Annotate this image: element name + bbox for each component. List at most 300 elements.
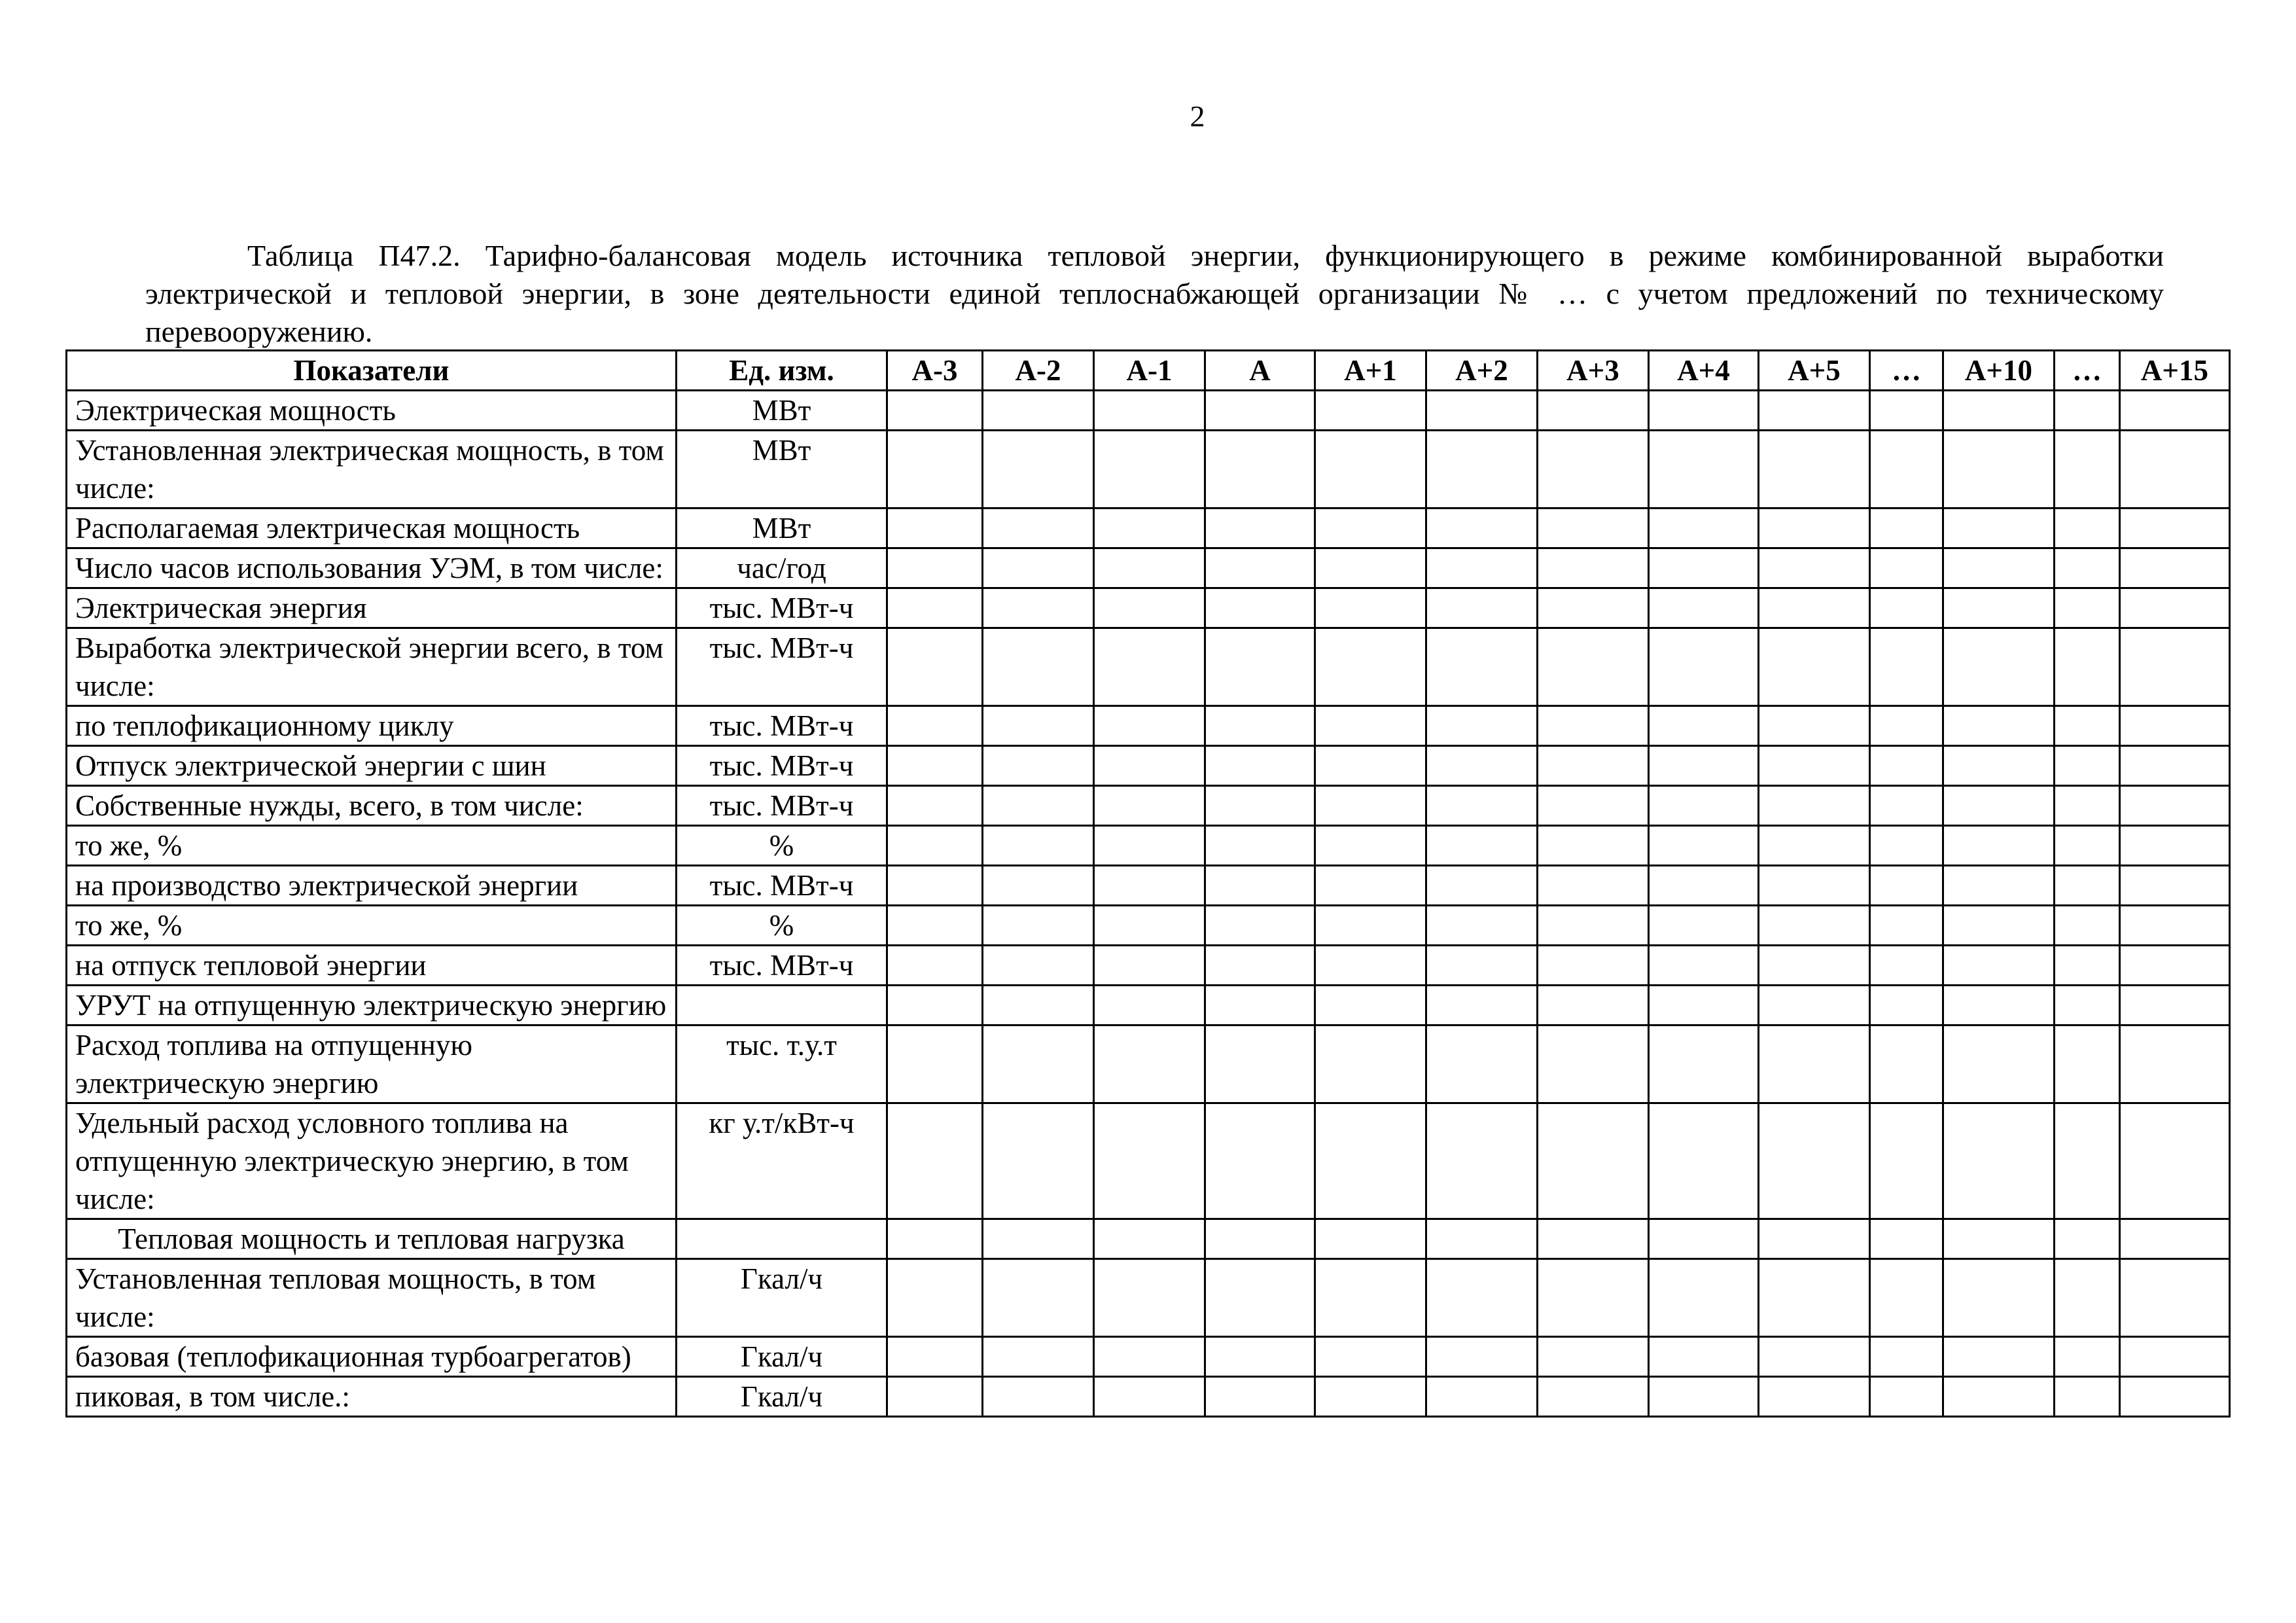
value-cell xyxy=(2055,946,2120,986)
table-header-row xyxy=(67,351,2230,391)
header-year: А+3 xyxy=(1538,351,1649,391)
value-cell xyxy=(2055,508,2120,548)
value-cell xyxy=(1426,1026,1538,1103)
value-cell xyxy=(1759,1377,1870,1417)
value-cell xyxy=(983,508,1094,548)
value-cell xyxy=(1538,588,1649,628)
value-cell xyxy=(1759,1337,1870,1377)
table-row xyxy=(67,826,2230,866)
value-cell xyxy=(2055,1337,2120,1377)
value-cell xyxy=(1315,1026,1426,1103)
value-cell xyxy=(1649,866,1759,906)
table-row xyxy=(67,391,2230,431)
row-unit: кг у.т/кВт-ч xyxy=(677,1103,887,1219)
row-unit: тыс. МВт-ч xyxy=(677,786,887,826)
row-unit xyxy=(677,986,887,1026)
row-indicator: Установленная электрическая мощность, в том числе: xyxy=(67,431,677,508)
value-cell xyxy=(1094,1259,1205,1337)
value-cell xyxy=(2055,1219,2120,1259)
table-row xyxy=(67,986,2230,1026)
value-cell xyxy=(2055,866,2120,906)
header-unit: Ед. изм. xyxy=(677,351,887,391)
value-cell xyxy=(2055,906,2120,946)
value-cell xyxy=(1205,431,1315,508)
value-cell xyxy=(1870,548,1943,588)
value-cell xyxy=(1205,628,1315,706)
value-cell xyxy=(1426,391,1538,431)
value-cell xyxy=(887,706,983,746)
value-cell xyxy=(1870,508,1943,548)
value-cell xyxy=(1315,548,1426,588)
value-cell xyxy=(1870,706,1943,746)
value-cell xyxy=(887,1219,983,1259)
value-cell xyxy=(2055,1026,2120,1103)
value-cell xyxy=(1205,508,1315,548)
row-unit: Гкал/ч xyxy=(677,1337,887,1377)
row-indicator: на производство электрической энергии xyxy=(67,866,677,906)
value-cell xyxy=(983,786,1094,826)
value-cell xyxy=(1870,588,1943,628)
header-year: А+15 xyxy=(2120,351,2230,391)
header-year: А-2 xyxy=(983,351,1094,391)
value-cell xyxy=(1870,1377,1943,1417)
table-row xyxy=(67,946,2230,986)
value-cell xyxy=(2120,786,2230,826)
value-cell xyxy=(1759,706,1870,746)
row-indicator: Электрическая энергия xyxy=(67,588,677,628)
tariff-balance-table-container xyxy=(65,349,2231,1418)
header-indicator: Показатели xyxy=(67,351,677,391)
value-cell xyxy=(1538,866,1649,906)
value-cell xyxy=(1759,1103,1870,1219)
value-cell xyxy=(887,1377,983,1417)
value-cell xyxy=(1943,826,2055,866)
row-indicator: то же, % xyxy=(67,906,677,946)
value-cell xyxy=(2120,906,2230,946)
value-cell xyxy=(1649,1377,1759,1417)
value-cell xyxy=(1870,1103,1943,1219)
value-cell xyxy=(2120,946,2230,986)
value-cell xyxy=(1649,1026,1759,1103)
header-year: А+2 xyxy=(1426,351,1538,391)
value-cell xyxy=(1759,786,1870,826)
value-cell xyxy=(1315,391,1426,431)
row-indicator: Установленная тепловая мощность, в том числе: xyxy=(67,1259,677,1337)
value-cell xyxy=(1538,906,1649,946)
page-number: 2 xyxy=(1190,99,1205,133)
value-cell xyxy=(1205,906,1315,946)
value-cell xyxy=(2120,1026,2230,1103)
row-indicator: Расход топлива на отпущенную электрическую энергию xyxy=(67,1026,677,1103)
value-cell xyxy=(887,588,983,628)
value-cell xyxy=(1094,1026,1205,1103)
row-unit: % xyxy=(677,906,887,946)
value-cell xyxy=(1205,1337,1315,1377)
value-cell xyxy=(983,906,1094,946)
value-cell xyxy=(1759,628,1870,706)
value-cell xyxy=(1870,1219,1943,1259)
value-cell xyxy=(2120,706,2230,746)
value-cell xyxy=(2055,391,2120,431)
value-cell xyxy=(887,628,983,706)
header-year-ellipsis: … xyxy=(1870,351,1943,391)
table-row xyxy=(67,906,2230,946)
value-cell xyxy=(983,1219,1094,1259)
value-cell xyxy=(1538,1103,1649,1219)
row-unit: МВт xyxy=(677,508,887,548)
value-cell xyxy=(1943,1026,2055,1103)
value-cell xyxy=(1315,1219,1426,1259)
value-cell xyxy=(2120,826,2230,866)
value-cell xyxy=(1315,706,1426,746)
value-cell xyxy=(1315,826,1426,866)
value-cell xyxy=(1094,1103,1205,1219)
value-cell xyxy=(1759,1219,1870,1259)
row-unit: тыс. МВт-ч xyxy=(677,588,887,628)
value-cell xyxy=(1094,786,1205,826)
value-cell xyxy=(1870,906,1943,946)
value-cell xyxy=(1538,706,1649,746)
value-cell xyxy=(1538,548,1649,588)
value-cell xyxy=(1315,986,1426,1026)
value-cell xyxy=(1649,786,1759,826)
value-cell xyxy=(1205,391,1315,431)
header-year-ellipsis: … xyxy=(2055,351,2120,391)
table-row xyxy=(67,706,2230,746)
value-cell xyxy=(1094,986,1205,1026)
value-cell xyxy=(2120,1259,2230,1337)
value-cell xyxy=(2055,746,2120,786)
value-cell xyxy=(1426,1259,1538,1337)
row-indicator: пиковая, в том числе.: xyxy=(67,1377,677,1417)
value-cell xyxy=(1315,906,1426,946)
row-unit xyxy=(677,1219,887,1259)
value-cell xyxy=(983,866,1094,906)
table-row xyxy=(67,746,2230,786)
value-cell xyxy=(1205,866,1315,906)
value-cell xyxy=(887,946,983,986)
value-cell xyxy=(1315,1377,1426,1417)
row-indicator: то же, % xyxy=(67,826,677,866)
value-cell xyxy=(887,1026,983,1103)
value-cell xyxy=(1094,946,1205,986)
value-cell xyxy=(1649,1219,1759,1259)
value-cell xyxy=(2055,1259,2120,1337)
table-row xyxy=(67,1026,2230,1103)
row-indicator: Выработка электрической энергии всего, в том числе: xyxy=(67,628,677,706)
value-cell xyxy=(2120,391,2230,431)
row-indicator: по теплофикационному циклу xyxy=(67,706,677,746)
value-cell xyxy=(2120,866,2230,906)
table-row xyxy=(67,1259,2230,1337)
value-cell xyxy=(1649,946,1759,986)
value-cell xyxy=(1870,431,1943,508)
value-cell xyxy=(1094,1337,1205,1377)
row-unit: МВт xyxy=(677,431,887,508)
table-row xyxy=(67,1103,2230,1219)
row-indicator: на отпуск тепловой энергии xyxy=(67,946,677,986)
value-cell xyxy=(1870,866,1943,906)
value-cell xyxy=(1538,1026,1649,1103)
row-unit: Гкал/ч xyxy=(677,1377,887,1417)
value-cell xyxy=(1943,946,2055,986)
value-cell xyxy=(1426,746,1538,786)
value-cell xyxy=(1943,1337,2055,1377)
value-cell xyxy=(983,1337,1094,1377)
value-cell xyxy=(1943,786,2055,826)
value-cell xyxy=(1205,986,1315,1026)
value-cell xyxy=(983,628,1094,706)
value-cell xyxy=(1094,1377,1205,1417)
value-cell xyxy=(1538,946,1649,986)
table-caption: Таблица П47.2. Тарифно-балансовая модель источника тепловой энергии, функционирующего в режиме комбинированной выработки электрической и тепловой энергии, в зоне деятельности единой теплоснабжающей организации № … с учетом предложений по техническому перевооружению. xyxy=(145,239,2164,348)
value-cell xyxy=(1943,706,2055,746)
value-cell xyxy=(1649,906,1759,946)
value-cell xyxy=(1538,628,1649,706)
value-cell xyxy=(2055,588,2120,628)
tariff-balance-table xyxy=(65,349,2231,1418)
value-cell xyxy=(983,391,1094,431)
value-cell xyxy=(1426,1219,1538,1259)
value-cell xyxy=(1315,431,1426,508)
header-year: А+10 xyxy=(1943,351,2055,391)
table-body xyxy=(67,391,2230,1417)
value-cell xyxy=(1759,986,1870,1026)
value-cell xyxy=(983,706,1094,746)
value-cell xyxy=(1538,1377,1649,1417)
value-cell xyxy=(2055,431,2120,508)
value-cell xyxy=(2120,508,2230,548)
value-cell xyxy=(887,548,983,588)
header-year: А xyxy=(1205,351,1315,391)
value-cell xyxy=(887,826,983,866)
value-cell xyxy=(1943,548,2055,588)
value-cell xyxy=(1870,1026,1943,1103)
value-cell xyxy=(1759,431,1870,508)
value-cell xyxy=(983,588,1094,628)
value-cell xyxy=(2120,1377,2230,1417)
value-cell xyxy=(1870,786,1943,826)
value-cell xyxy=(2120,548,2230,588)
value-cell xyxy=(1426,706,1538,746)
value-cell xyxy=(1870,391,1943,431)
value-cell xyxy=(1759,391,1870,431)
value-cell xyxy=(2055,1103,2120,1219)
value-cell xyxy=(1094,746,1205,786)
table-row xyxy=(67,431,2230,508)
value-cell xyxy=(1094,866,1205,906)
value-cell xyxy=(983,1377,1094,1417)
value-cell xyxy=(1426,946,1538,986)
value-cell xyxy=(1759,746,1870,786)
value-cell xyxy=(1943,906,2055,946)
value-cell xyxy=(1205,1103,1315,1219)
row-indicator: Число часов использования УЭМ, в том числе: xyxy=(67,548,677,588)
row-unit: тыс. т.у.т xyxy=(677,1026,887,1103)
header-year: А+5 xyxy=(1759,351,1870,391)
value-cell xyxy=(1943,431,2055,508)
value-cell xyxy=(887,1337,983,1377)
value-cell xyxy=(887,1259,983,1337)
value-cell xyxy=(1094,1219,1205,1259)
value-cell xyxy=(1759,866,1870,906)
value-cell xyxy=(1870,826,1943,866)
value-cell xyxy=(1205,826,1315,866)
value-cell xyxy=(1538,786,1649,826)
value-cell xyxy=(887,786,983,826)
value-cell xyxy=(1759,508,1870,548)
value-cell xyxy=(1538,746,1649,786)
header-year: А-3 xyxy=(887,351,983,391)
row-indicator: Удельный расход условного топлива на отпущенную электрическую энергию, в том числе: xyxy=(67,1103,677,1219)
row-indicator: Располагаемая электрическая мощность xyxy=(67,508,677,548)
table-row xyxy=(67,866,2230,906)
value-cell xyxy=(983,548,1094,588)
value-cell xyxy=(1426,826,1538,866)
value-cell xyxy=(1426,548,1538,588)
value-cell xyxy=(887,1103,983,1219)
row-unit: тыс. МВт-ч xyxy=(677,866,887,906)
value-cell xyxy=(887,866,983,906)
value-cell xyxy=(1943,1103,2055,1219)
value-cell xyxy=(1426,1103,1538,1219)
value-cell xyxy=(1943,1377,2055,1417)
value-cell xyxy=(2120,588,2230,628)
row-indicator: Электрическая мощность xyxy=(67,391,677,431)
value-cell xyxy=(2120,986,2230,1026)
header-year: А+4 xyxy=(1649,351,1759,391)
value-cell xyxy=(1426,786,1538,826)
value-cell xyxy=(1315,1259,1426,1337)
row-indicator: базовая (теплофикационная турбоагрегатов) xyxy=(67,1337,677,1377)
value-cell xyxy=(983,1103,1094,1219)
value-cell xyxy=(1426,986,1538,1026)
value-cell xyxy=(1943,866,2055,906)
value-cell xyxy=(1094,706,1205,746)
value-cell xyxy=(1538,1259,1649,1337)
value-cell xyxy=(1315,786,1426,826)
value-cell xyxy=(1538,986,1649,1026)
value-cell xyxy=(2120,431,2230,508)
value-cell xyxy=(1870,746,1943,786)
table-row xyxy=(67,548,2230,588)
value-cell xyxy=(1426,508,1538,548)
table-row xyxy=(67,1219,2230,1259)
value-cell xyxy=(2055,1377,2120,1417)
value-cell xyxy=(1094,548,1205,588)
value-cell xyxy=(887,986,983,1026)
value-cell xyxy=(1649,548,1759,588)
value-cell xyxy=(1315,746,1426,786)
value-cell xyxy=(1943,986,2055,1026)
table-row xyxy=(67,508,2230,548)
value-cell xyxy=(1315,1337,1426,1377)
value-cell xyxy=(1943,1219,2055,1259)
value-cell xyxy=(1205,1377,1315,1417)
value-cell xyxy=(1094,391,1205,431)
row-indicator: Отпуск электрической энергии с шин xyxy=(67,746,677,786)
row-unit: тыс. МВт-ч xyxy=(677,746,887,786)
value-cell xyxy=(1426,628,1538,706)
header-year: А-1 xyxy=(1094,351,1205,391)
row-unit: тыс. МВт-ч xyxy=(677,946,887,986)
row-unit: тыс. МВт-ч xyxy=(677,628,887,706)
value-cell xyxy=(1205,746,1315,786)
value-cell xyxy=(2055,548,2120,588)
value-cell xyxy=(1870,986,1943,1026)
value-cell xyxy=(1205,588,1315,628)
row-indicator: Тепловая мощность и тепловая нагрузка xyxy=(67,1219,677,1259)
value-cell xyxy=(1649,1103,1759,1219)
value-cell xyxy=(1315,866,1426,906)
value-cell xyxy=(2120,1103,2230,1219)
value-cell xyxy=(1426,588,1538,628)
value-cell xyxy=(1870,1337,1943,1377)
value-cell xyxy=(1315,1103,1426,1219)
value-cell xyxy=(983,431,1094,508)
value-cell xyxy=(1943,508,2055,548)
value-cell xyxy=(887,746,983,786)
row-unit: % xyxy=(677,826,887,866)
value-cell xyxy=(1315,946,1426,986)
value-cell xyxy=(1759,906,1870,946)
value-cell xyxy=(1426,1337,1538,1377)
row-unit: час/год xyxy=(677,548,887,588)
value-cell xyxy=(1943,1259,2055,1337)
value-cell xyxy=(2120,1219,2230,1259)
value-cell xyxy=(2120,1337,2230,1377)
value-cell xyxy=(1870,946,1943,986)
value-cell xyxy=(1649,826,1759,866)
value-cell xyxy=(1205,548,1315,588)
value-cell xyxy=(1094,826,1205,866)
value-cell xyxy=(1649,431,1759,508)
value-cell xyxy=(887,906,983,946)
value-cell xyxy=(1205,946,1315,986)
value-cell xyxy=(1943,628,2055,706)
value-cell xyxy=(1759,548,1870,588)
table-row xyxy=(67,588,2230,628)
value-cell xyxy=(1426,431,1538,508)
table-row xyxy=(67,628,2230,706)
value-cell xyxy=(1649,1259,1759,1337)
value-cell xyxy=(1538,1219,1649,1259)
row-unit: тыс. МВт-ч xyxy=(677,706,887,746)
value-cell xyxy=(983,1026,1094,1103)
value-cell xyxy=(983,746,1094,786)
value-cell xyxy=(1943,588,2055,628)
value-cell xyxy=(1649,628,1759,706)
value-cell xyxy=(1870,628,1943,706)
value-cell xyxy=(1205,706,1315,746)
value-cell xyxy=(1094,906,1205,946)
value-cell xyxy=(1649,706,1759,746)
value-cell xyxy=(1649,986,1759,1026)
table-row xyxy=(67,786,2230,826)
value-cell xyxy=(1094,508,1205,548)
value-cell xyxy=(983,1259,1094,1337)
table-row xyxy=(67,1377,2230,1417)
value-cell xyxy=(1943,746,2055,786)
value-cell xyxy=(1943,391,2055,431)
value-cell xyxy=(2120,746,2230,786)
value-cell xyxy=(2120,628,2230,706)
value-cell xyxy=(1649,1337,1759,1377)
value-cell xyxy=(2055,986,2120,1026)
value-cell xyxy=(887,508,983,548)
value-cell xyxy=(1205,786,1315,826)
value-cell xyxy=(1538,1337,1649,1377)
